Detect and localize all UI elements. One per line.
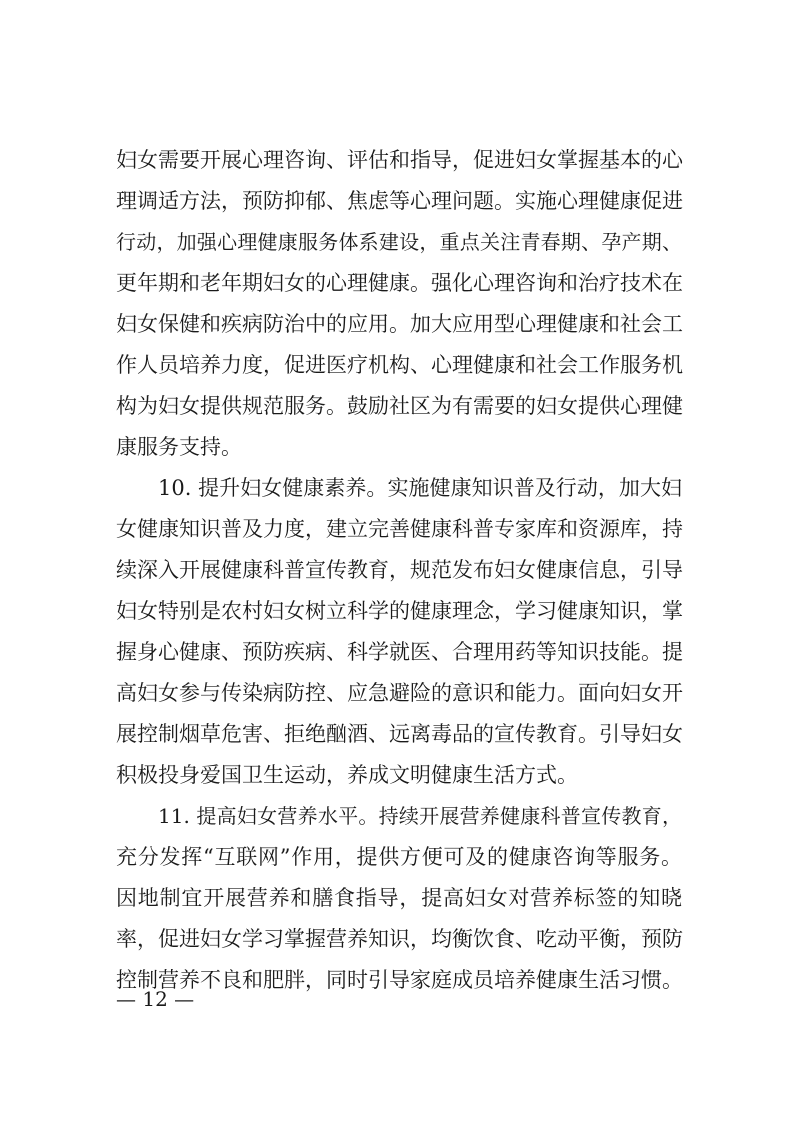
text-line: 妇女特别是农村妇女树立科学的健康理念，学习健康知识，掌: [116, 599, 683, 623]
paragraph: [116, 140, 682, 468]
text-line: 因地制宜开展营养和膳食指导，提高妇女对营养标签的知晓: [116, 886, 682, 910]
paragraph: [116, 468, 682, 796]
text-line: 行动，加强心理健康服务体系建设，重点关注青春期、孕产期、: [116, 230, 682, 254]
text-line: 11. 提高妇女营养水平。持续开展营养健康科普宣传教育，: [158, 804, 682, 828]
text-line: 作人员培养力度，促进医疗机构、心理健康和社会工作服务机: [116, 353, 683, 377]
page-number: — 12 —: [116, 987, 195, 1011]
text-line: 续深入开展健康科普宣传教育，规范发布妇女健康信息，引导: [116, 558, 683, 582]
text-line: 更年期和老年期妇女的心理健康。强化心理咨询和治疗技术在: [116, 271, 683, 295]
text-line: 理调适方法，预防抑郁、焦虑等心理问题。实施心理健康促进: [116, 189, 683, 213]
text-line: 妇女需要开展心理咨询、评估和指导，促进妇女掌握基本的心: [116, 148, 683, 172]
paragraph: [116, 796, 682, 1001]
text-line: 积极投身爱国卫生运动，养成文明健康生活方式。: [116, 763, 578, 787]
text-line: 展控制烟草危害、拒绝酗酒、远离毒品的宣传教育。引导妇女: [116, 722, 683, 746]
text-line: 高妇女参与传染病防控、应急避险的意识和能力。面向妇女开: [116, 681, 683, 705]
text-line: 控制营养不良和肥胖，同时引导家庭成员培养健康生活习惯。: [116, 968, 683, 992]
text-line: 女健康知识普及力度，建立完善健康科普专家库和资源库，持: [116, 517, 683, 541]
text-line: 握身心健康、预防疾病、科学就医、合理用药等知识技能。提: [116, 640, 683, 664]
text-line: 10. 提升妇女健康素养。实施健康知识普及行动，加大妇: [158, 476, 682, 500]
text-line: 构为妇女提供规范服务。鼓励社区为有需要的妇女提供心理健: [116, 394, 683, 418]
text-line: 率，促进妇女学习掌握营养知识，均衡饮食、吃动平衡，预防: [116, 927, 683, 951]
text-line: 康服务支持。: [116, 435, 242, 459]
text-line: 妇女保健和疾病防治中的应用。加大应用型心理健康和社会工: [116, 312, 683, 336]
document-body: [116, 140, 682, 1001]
text-line: 充分发挥“互联网”作用，提供方便可及的健康咨询等服务。: [116, 845, 682, 869]
